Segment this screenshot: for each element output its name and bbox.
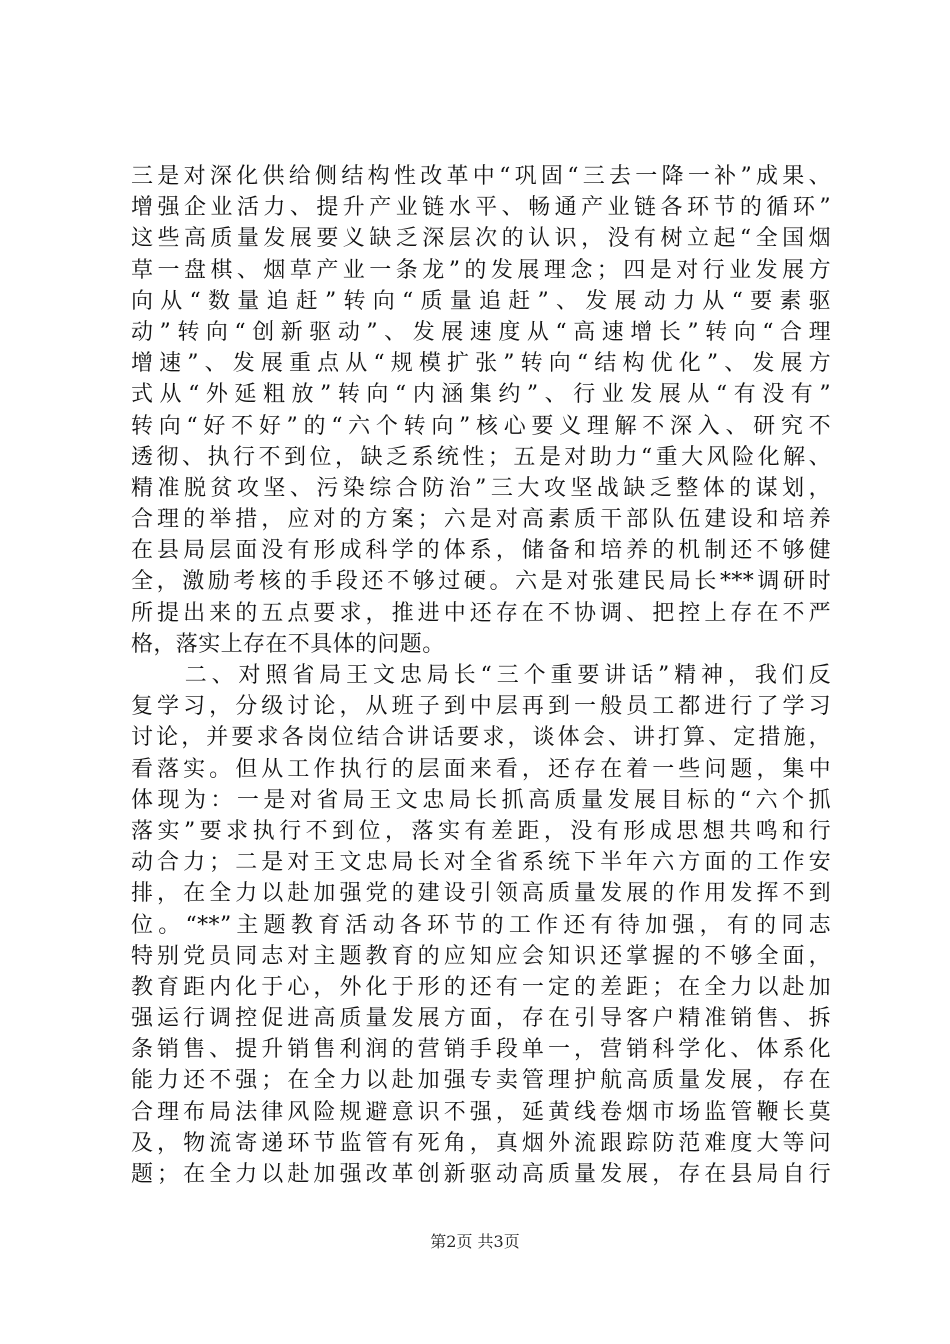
text-line: 体现为：一是对省局王文忠局长抓高质量发展目标的“六个抓 (131, 787, 831, 813)
text-line: 三是对深化供给侧结构性改革中“巩固“三去一降一补”成果、 (131, 164, 831, 189)
text-line: 向从“数量追赶”转向“质量追赶”、发展动力从“要素驱 (131, 288, 831, 314)
text-line: 透彻、执行不到位，缺乏系统性；五是对助力“重大风险化解、 (131, 444, 831, 470)
text-line: 这些高质量发展要义缺乏深层次的认识，没有树立起“全国烟 (131, 226, 831, 252)
text-line: 讨论，并要求各岗位结合讲话要求，谈体会、讲打算、定措施， (131, 725, 831, 751)
page-number: 第2页 共3页 (430, 1232, 520, 1251)
text-line: 合理布局法律风险规避意识不强，延黄线卷烟市场监管鞭长莫 (131, 1099, 831, 1125)
text-line: 所提出来的五点要求，推进中还存在不协调、把控上存在不严 (131, 600, 831, 626)
text-line: 及，物流寄递环节监管有死角，真烟外流跟踪防范难度大等问 (131, 1130, 831, 1156)
text-line: 格，落实上存在不具体的问题。 (131, 631, 445, 657)
text-line: 草一盘棋、烟草产业一条龙”的发展理念；四是对行业发展方 (131, 257, 831, 283)
text-line: 教育距内化于心，外化于形的还有一定的差距；在全力以赴加 (131, 974, 831, 1000)
text-line: 排，在全力以赴加强党的建设引领高质量发展的作用发挥不到 (131, 881, 831, 907)
text-line: 强运行调控促进高质量发展方面，存在引导客户精准销售、拆 (131, 1006, 831, 1032)
text-line: 动合力；二是对王文忠局长对全省系统下半年六方面的工作安 (131, 850, 831, 876)
text-line: 看落实。但从工作执行的层面来看，还存在着一些问题，集中 (131, 756, 831, 782)
page-footer (0, 1229, 950, 1252)
text-line: 复学习，分级讨论，从班子到中层再到一般员工都进行了学习 (131, 694, 831, 720)
text-line: 能力还不强；在全力以赴加强专卖管理护航高质量发展，存在 (131, 1068, 831, 1094)
text-line: 精准脱贫攻坚、污染综合防治”三大攻坚战缺乏整体的谋划， (131, 475, 831, 501)
text-line: 动”转向“创新驱动”、发展速度从“高速增长”转向“合理 (131, 319, 831, 345)
text-line: 增速”、发展重点从“规模扩张”转向“结构优化”、发展方 (131, 351, 831, 377)
text-line: 条销售、提升销售利润的营销手段单一，营销科学化、体系化 (131, 1037, 831, 1063)
text-line: 落实”要求执行不到位，落实有差距，没有形成思想共鸣和行 (131, 818, 831, 844)
text-line: 位。“**”主题教育活动各环节的工作还有待加强，有的同志 (131, 912, 831, 938)
text-line: 题；在全力以赴加强改革创新驱动高质量发展，存在县局自行 (131, 1162, 831, 1187)
text-line: 转向“好不好”的“六个转向”核心要义理解不深入、研究不 (131, 413, 831, 439)
text-line: 二、对照省局王文忠局长“三个重要讲话”精神，我们反 (131, 663, 831, 688)
text-line: 合理的举措，应对的方案；六是对高素质干部队伍建设和培养 (131, 507, 831, 533)
text-line: 增强企业活力、提升产业链水平、畅通产业链各环节的循环” (131, 195, 831, 221)
text-line: 在县局层面没有形成科学的体系，储备和培养的机制还不够健 (131, 538, 831, 564)
document-body (131, 161, 831, 1190)
text-line: 全，激励考核的手段还不够过硬。六是对张建民局长***调研时 (131, 569, 831, 595)
text-line: 特别党员同志对主题教育的应知应会知识还掌握的不够全面， (131, 943, 831, 969)
text-line: 式从“外延粗放”转向“内涵集约”、行业发展从“有没有” (131, 382, 831, 408)
